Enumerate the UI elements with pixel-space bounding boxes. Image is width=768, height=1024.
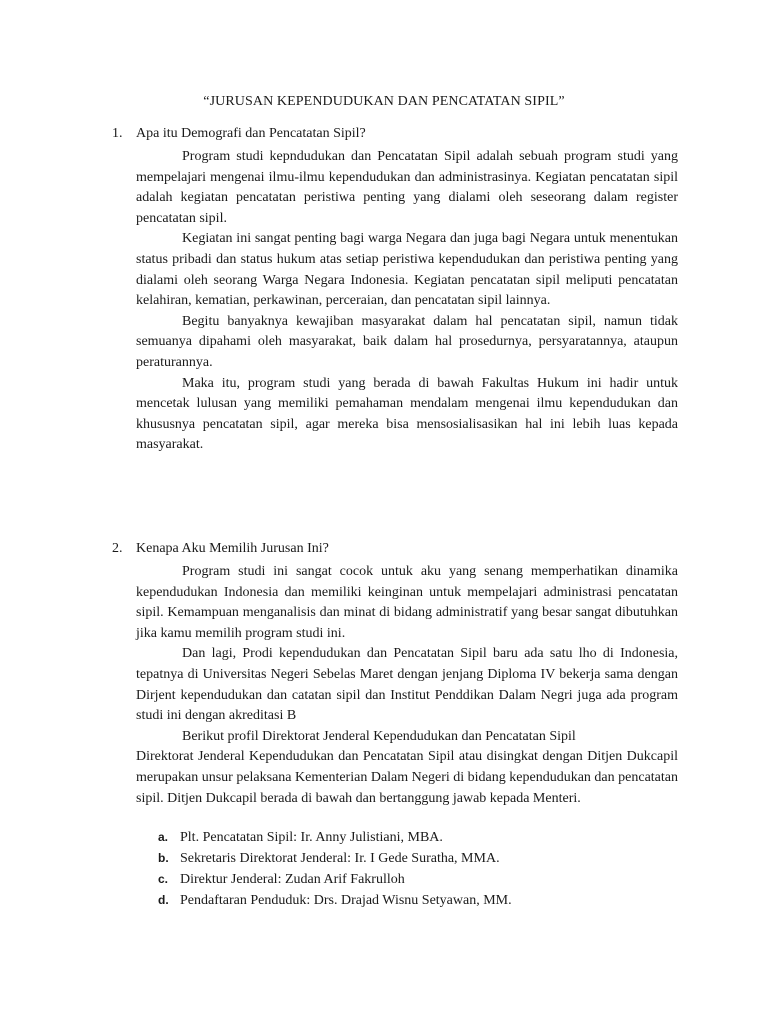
section-number: 2. [112,541,123,556]
section-number: 1. [112,126,123,141]
paragraph: Kegiatan ini sangat penting bagi warga Negara dan juga bagi Negara untuk menentukan status pribadi dan status hukum atas setiap peristiwa kependudukan dan peristiwa penting yang dialami oleh seorang Warga Negara Indonesia. Kegiatan pencatatan sipil meliputi pencatatan kelahiran, kematian, perkawinan, perceraian, dan pencatatan sipil lainnya. [136,231,678,309]
document-title: “JURUSAN KEPENDUDUKAN DAN PENCATATAN SIPIL” [203,94,565,109]
officials-list [158,827,678,911]
list-marker: d. [158,893,169,907]
section-body [136,562,678,809]
paragraph: Begitu banyaknya kewajiban masyarakat dalam hal pencatatan sipil, namun tidak semuanya dipahami oleh masyarakat, baik dalam hal prosedurnya, persyaratannya, ataupun peraturannya. [136,313,678,370]
list-item-text: Plt. Pencatatan Sipil: Ir. Anny Julistiani, MBA. [180,830,443,845]
list-marker: c. [158,872,169,886]
section-heading: Apa itu Demografi dan Pencatatan Sipil? [136,126,366,141]
paragraph: Program studi kepndudukan dan Pencatatan Sipil adalah sebuah program studi yang mempelajari mengenai ilmu-ilmu kependudukan dan administrasinya. Kegiatan pencatatan sipil adalah kegiatan pencatatan peristiwa penting yang dialami oleh seseorang dalam register pencatatan sipil. [136,149,678,226]
section-body [136,147,678,456]
paragraph: Program studi ini sangat cocok untuk aku yang senang memperhatikan dinamika kependudukan Indonesia dan memiliki keinginan untuk mempelajari administrasi pencatatan sipil. Kemampuan menganalisis dan minat di bidang administratif yang besar sangat dibutuhkan jika kamu memilih program studi ini. [136,564,678,641]
list-item [158,869,678,890]
list-item-text: Sekretaris Direktorat Jenderal: Ir. I Gede Suratha, MMA. [180,851,500,866]
list-marker: a. [158,830,169,844]
list-item [158,890,678,911]
list-item-text: Pendaftaran Penduduk: Drs. Drajad Wisnu Setyawan, MM. [180,893,512,908]
section-heading: Kenapa Aku Memilih Jurusan Ini? [136,541,329,556]
paragraph: Berikut profil Direktorat Jenderal Kependudukan dan Pencatatan Sipil [182,728,576,744]
list-item [158,827,678,848]
paragraph: Maka itu, program studi yang berada di bawah Fakultas Hukum ini hadir untuk mencetak lulusan yang memiliki pemahaman mendalam mengenai ilmu kependudukan dan khususnya pencatatan sipil, agar mereka bisa mensosialisasikan hal ini lebih luas kepada masyarakat. [136,375,678,453]
paragraph: Direktorat Jenderal Kependudukan dan Pencatatan Sipil atau disingkat dengan Ditjen Dukcapil merupakan unsur pelaksana Kementerian Dalam Negeri di bidang kependudukan dan pencatatan sipil. Ditjen Dukcapil berada di bawah dan bertanggung jawab kepada Menteri. [136,749,678,806]
paragraph: Dan lagi, Prodi kependudukan dan Pencatatan Sipil baru ada satu lho di Indonesia, tepatnya di Universitas Negeri Sebelas Maret dengan jenjang Diploma IV bekerja sama dengan Dirjent kependudukan dan catatan sipil dan Institut Penddikan Dalam Negri juga ada program studi ini dengan akreditasi B [136,646,678,724]
list-item [158,848,678,869]
list-item-text: Direktur Jenderal: Zudan Arif Fakrulloh [180,872,405,887]
list-marker: b. [158,851,169,865]
